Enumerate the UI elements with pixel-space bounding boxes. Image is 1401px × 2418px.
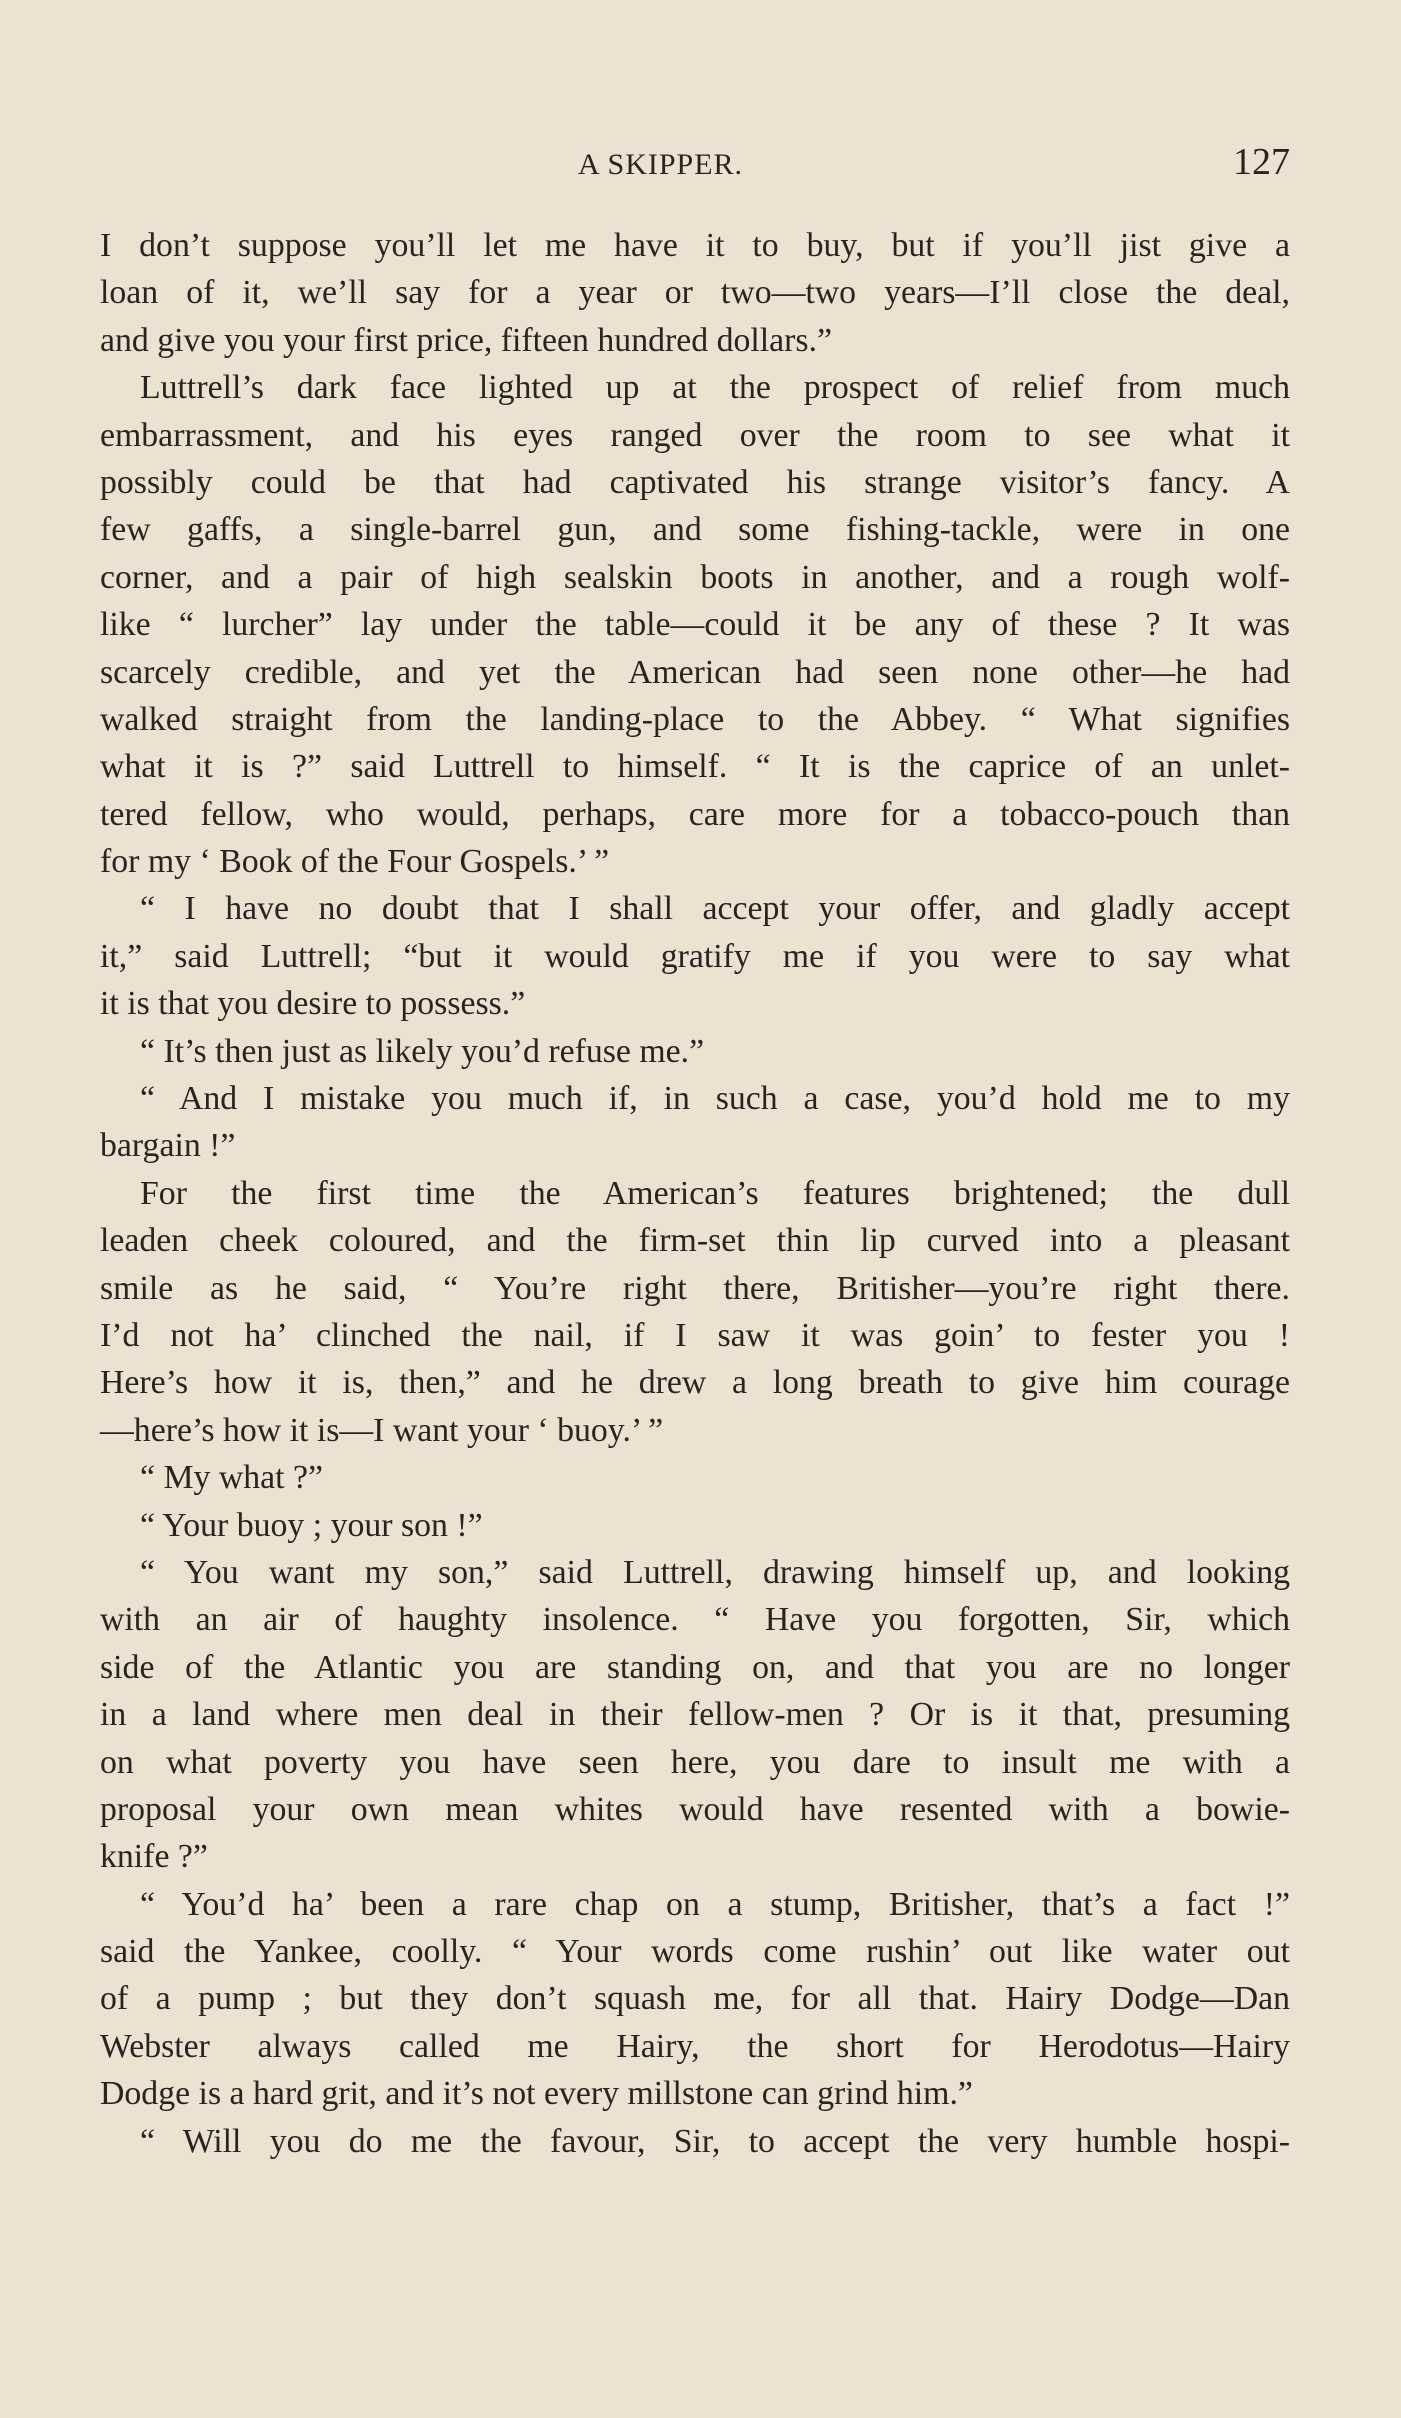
text-line: what it is ?” said Luttrell to himself. “ It is the caprice of an unlet- <box>100 748 1290 786</box>
text-line: bargain !” <box>100 1127 236 1165</box>
text-line: Dodge is a hard grit, and it’s not every millstone can grind him.” <box>100 2075 973 2113</box>
text-line: smile as he said, “ You’re right there, Britisher—you’re right there. <box>100 1269 1290 1307</box>
text-line: and give you your first price, fifteen hundred dollars.” <box>100 321 833 359</box>
text-line: proposal your own mean whites would have resented with a bowie- <box>100 1790 1290 1828</box>
text-line: “ My what ?” <box>140 1459 323 1497</box>
text-line: of a pump ; but they don’t squash me, for all that. Hairy Dodge—Dan <box>100 1980 1290 2018</box>
running-head <box>100 140 1290 190</box>
text-line: “ And I mistake you much if, in such a case, you’d hold me to my <box>140 1080 1290 1118</box>
text-line: Luttrell’s dark face lighted up at the prospect of relief from much <box>140 369 1290 407</box>
text-line: —here’s how it is—I want your ‘ buoy.’ ” <box>100 1411 664 1449</box>
page-number: 127 <box>1233 141 1290 183</box>
text-line: knife ?” <box>100 1838 208 1876</box>
text-line: with an air of haughty insolence. “ Have you forgotten, Sir, which <box>100 1601 1290 1639</box>
text-line: “ You’d ha’ been a rare chap on a stump, Britisher, that’s a fact !” <box>140 1885 1290 1923</box>
text-line: for my ‘ Book of the Four Gospels.’ ” <box>100 843 610 881</box>
text-line: leaden cheek coloured, and the firm-set thin lip curved into a pleasant <box>100 1222 1290 1260</box>
text-line: like “ lurcher” lay under the table—could it be any of these ? It was <box>100 606 1290 644</box>
text-line: Webster always called me Hairy, the short for Herodotus—Hairy <box>100 2027 1290 2065</box>
text-line: For the first time the American’s features brightened; the dull <box>140 1174 1290 1212</box>
text-line: scarcely credible, and yet the American had seen none other—he had <box>100 653 1290 691</box>
text-line: few gaffs, a single-barrel gun, and some fishing-tackle, were in one <box>100 511 1290 549</box>
text-line: in a land where men deal in their fellow-men ? Or is it that, presuming <box>100 1696 1290 1734</box>
running-title: A SKIPPER. <box>578 148 744 181</box>
text-line: “ Will you do me the favour, Sir, to accept the very humble hospi- <box>140 2122 1290 2160</box>
text-line: loan of it, we’ll say for a year or two—two years—I’ll close the deal, <box>100 274 1290 312</box>
text-line: I don’t suppose you’ll let me have it to buy, but if you’ll jist give a <box>100 227 1290 264</box>
text-line: it,” said Luttrell; “but it would gratify me if you were to say what <box>100 937 1290 975</box>
text-line: Here’s how it is, then,” and he drew a long breath to give him courage <box>100 1364 1290 1402</box>
text-line: “ Your buoy ; your son !” <box>140 1506 483 1544</box>
body-text <box>100 222 1290 2165</box>
text-line: walked straight from the landing-place to the Abbey. “ What signifies <box>100 700 1290 738</box>
text-line: corner, and a pair of high sealskin boots in another, and a rough wolf- <box>100 558 1290 596</box>
text-line: tered fellow, who would, perhaps, care more for a tobacco-pouch than <box>100 795 1290 833</box>
text-line: I’d not ha’ clinched the nail, if I saw it was goin’ to fester you ! <box>100 1316 1290 1354</box>
text-line: “ You want my son,” said Luttrell, drawing himself up, and looking <box>140 1553 1290 1591</box>
text-line: said the Yankee, coolly. “ Your words come rushin’ out like water out <box>100 1933 1290 1971</box>
text-line: “ I have no doubt that I shall accept your offer, and gladly accept <box>140 890 1290 928</box>
text-line: side of the Atlantic you are standing on, and that you are no longer <box>100 1648 1290 1686</box>
text-line: it is that you desire to possess.” <box>100 985 526 1023</box>
text-line: “ It’s then just as likely you’d refuse me.” <box>140 1032 705 1070</box>
text-line: on what poverty you have seen here, you dare to insult me with a <box>100 1743 1290 1781</box>
text-line: embarrassment, and his eyes ranged over the room to see what it <box>100 416 1290 454</box>
text-line: possibly could be that had captivated his strange visitor’s fancy. A <box>100 463 1290 501</box>
